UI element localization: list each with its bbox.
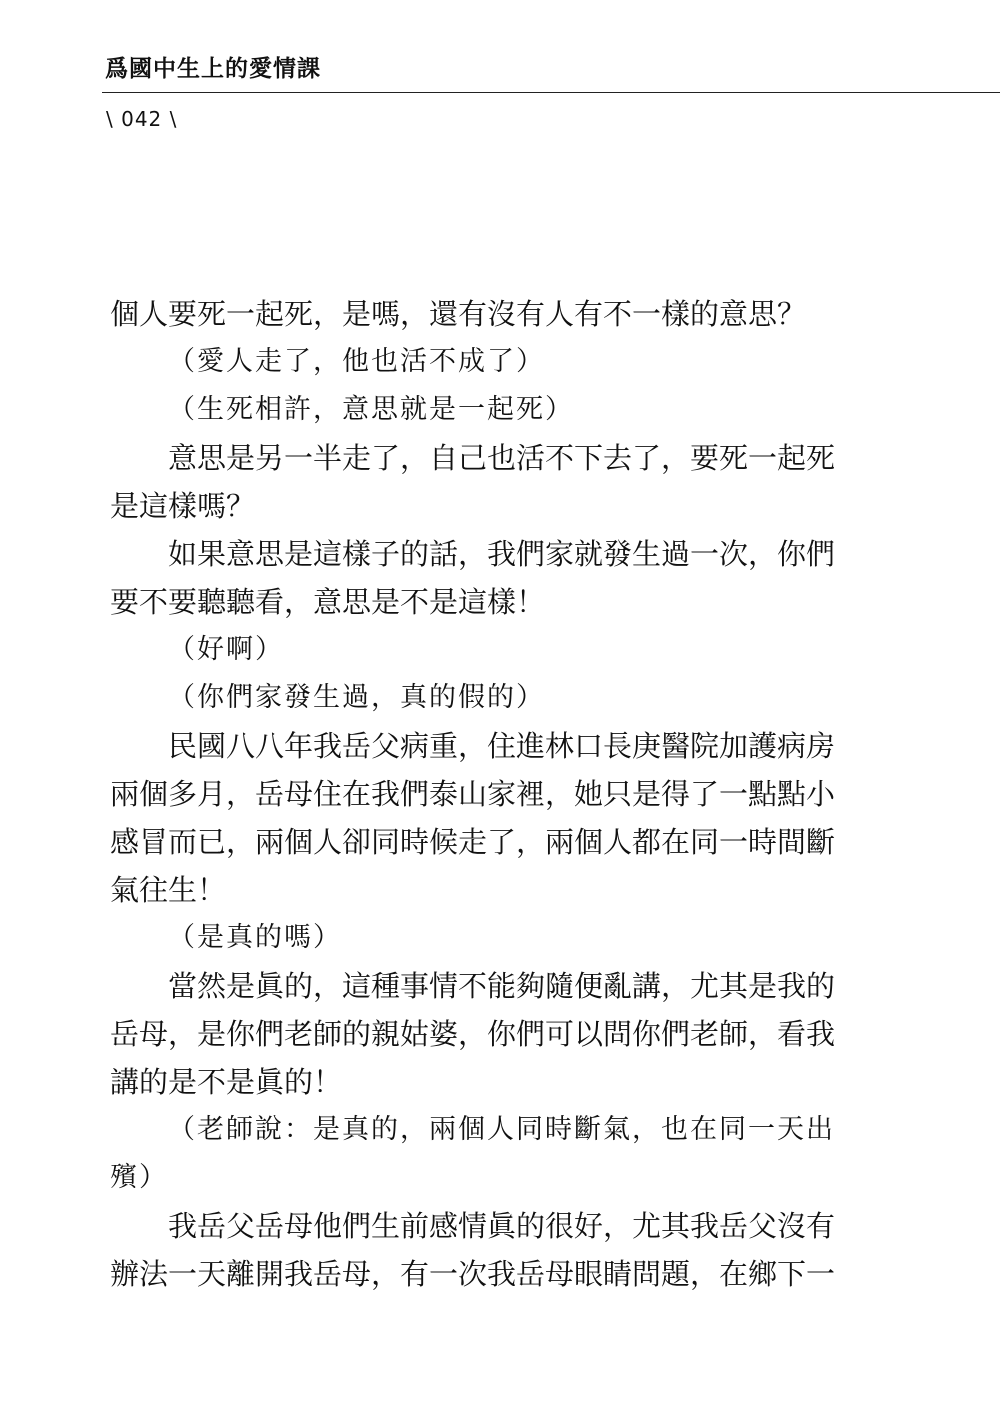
- paragraph-line: 個人要死一起死，是嗎，還有沒有人有不一樣的意思？: [110, 297, 807, 331]
- paragraph-line: 當然是眞的，這種事情不能夠隨便亂講，尤其是我的: [168, 969, 836, 1003]
- paragraph-line: 民國八八年我岳父病重，住進林口長庚醫院加護病房: [168, 729, 836, 763]
- body-text: [110, 290, 850, 1298]
- paragraph-line: 我岳父岳母他們生前感情眞的很好，尤其我岳父沒有: [168, 1209, 836, 1243]
- dialogue-line: （老師說：是真的，兩個人同時斷氣，也在同一天出: [168, 1114, 835, 1145]
- paragraph-line: 兩個多月，岳母住在我們泰山家裡，她只是得了一點點小: [110, 777, 836, 811]
- dialogue-line: （生死相許，意思就是一起死）: [168, 394, 574, 425]
- dialogue-line: （愛人走了，他也活不成了）: [168, 346, 545, 377]
- paragraph-line: 要不要聽聽看，意思是不是這樣！: [110, 585, 546, 619]
- dialogue-line: （好啊）: [168, 634, 284, 665]
- paragraph-line: 是這樣嗎？: [110, 489, 256, 523]
- page-number: \ 042 \: [106, 107, 178, 131]
- running-header-title: 爲國中生上的愛情課: [105, 56, 321, 82]
- header-rule: [102, 92, 1000, 93]
- dialogue-line: 殯）: [110, 1162, 168, 1193]
- paragraph-line: 岳母，是你們老師的親姑婆，你們可以問你們老師，看我: [110, 1017, 836, 1051]
- paragraph-line: 意思是另一半走了，自己也活不下去了，要死一起死: [168, 441, 836, 475]
- dialogue-line: （是真的嗎）: [168, 922, 342, 953]
- dialogue-line: （你們家發生過，真的假的）: [168, 682, 545, 713]
- paragraph-line: 如果意思是這樣子的話，我們家就發生過一次，你們: [168, 537, 836, 571]
- paragraph-line: 氣往生！: [110, 873, 227, 907]
- paragraph-line: 辦法一天離開我岳母，有一次我岳母眼睛問題，在鄉下一: [110, 1257, 836, 1291]
- paragraph-line: 講的是不是眞的！: [110, 1065, 343, 1099]
- paragraph-line: 感冒而已，兩個人卻同時候走了，兩個人都在同一時間斷: [110, 825, 836, 859]
